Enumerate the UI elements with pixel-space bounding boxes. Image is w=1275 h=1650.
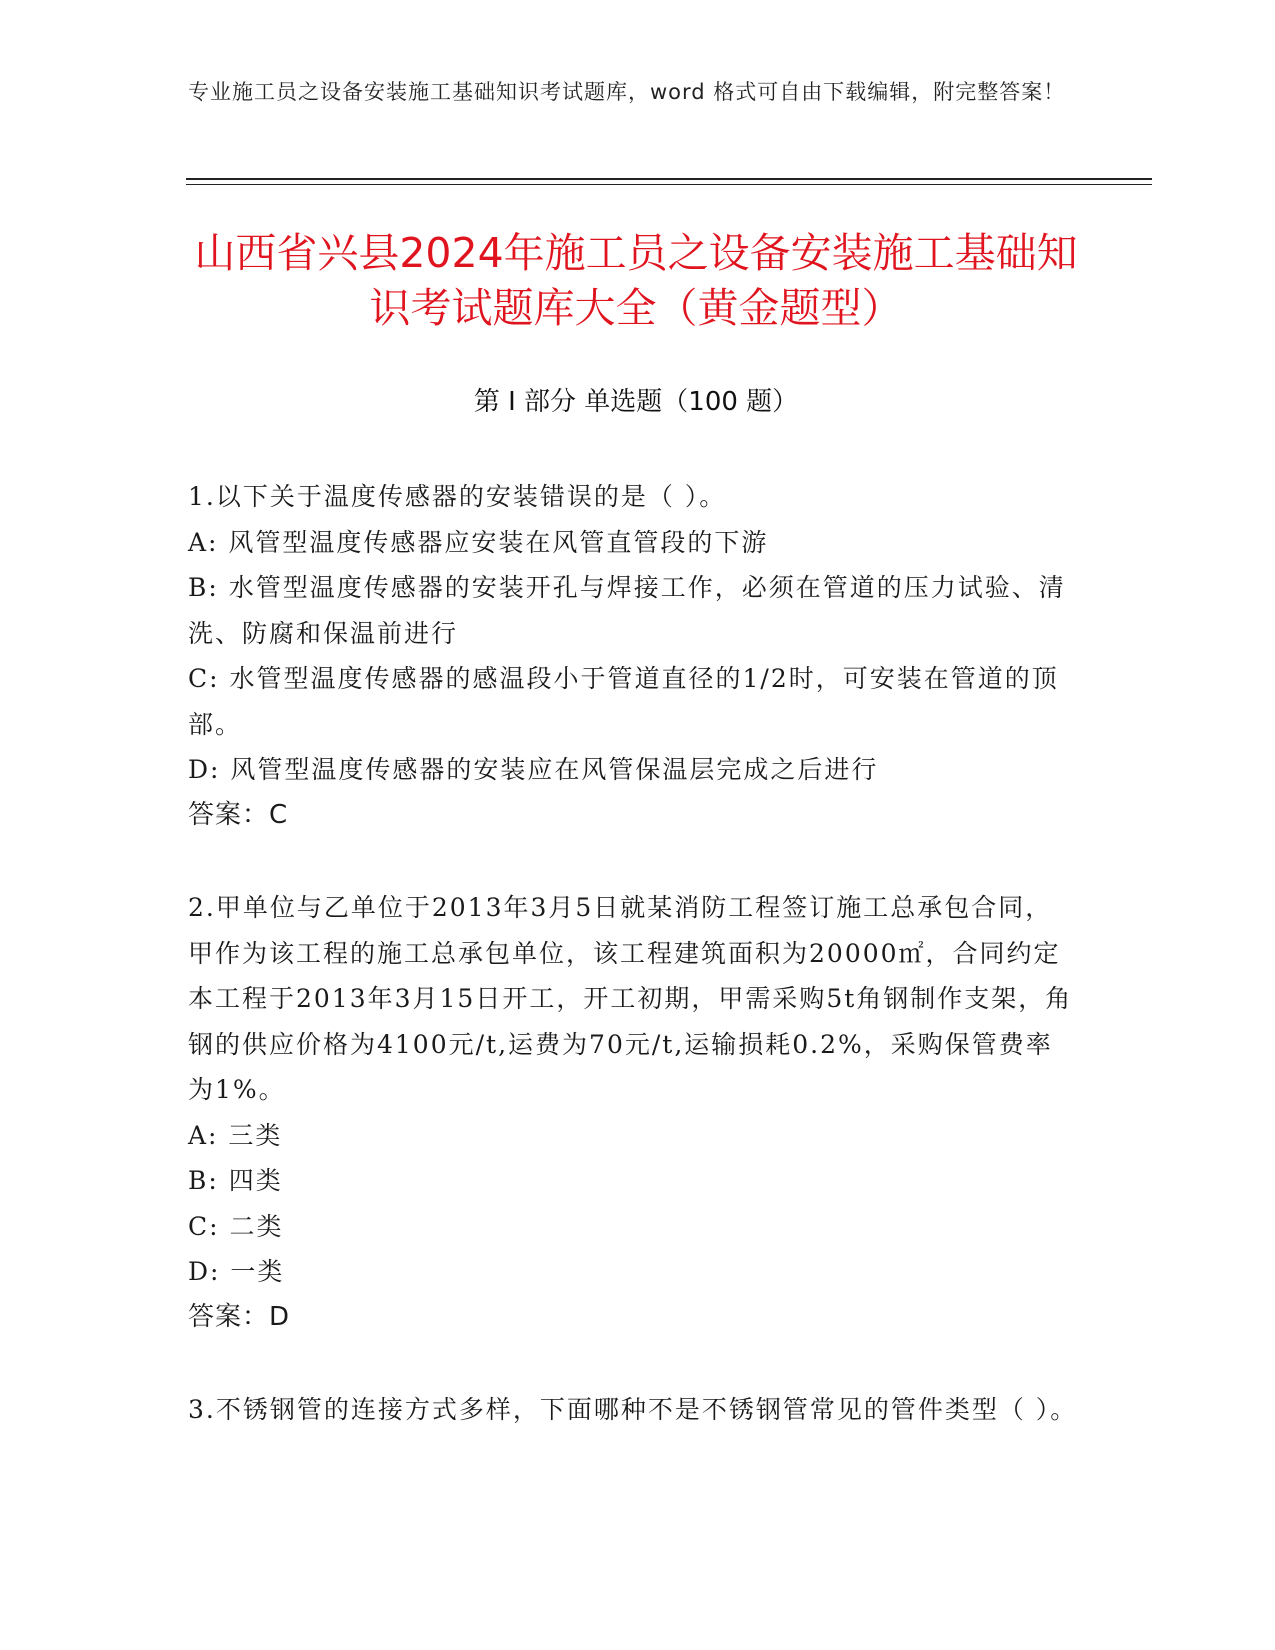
document-title: 山西省兴县2024年施工员之设备安装施工基础知识考试题库大全（黄金题型） <box>194 229 1078 332</box>
option-c: C: 二类 <box>188 1211 284 1241</box>
option-d: D: 风管型温度传感器的安装应在风管保温层完成之后进行 <box>188 755 879 784</box>
option-a: A: 风管型温度传感器应安装在风管直管段的下游 <box>188 527 769 557</box>
header-rule-thick <box>186 178 1152 180</box>
header-rule-thin <box>186 184 1152 185</box>
option-d: D: 一类 <box>188 1257 285 1286</box>
option-b: B: 四类 <box>188 1166 283 1195</box>
option-a: A: 三类 <box>188 1120 283 1150</box>
question-1 <box>188 474 1078 838</box>
option-c: C: 水管型温度传感器的感温段小于管道直径的1/2时，可安装在管道的顶部。 <box>188 664 1059 739</box>
question-2 <box>188 885 1078 1340</box>
question-stem: 1.以下关于温度传感器的安装错误的是（ ）。 <box>188 482 727 511</box>
question-stem: 3.不锈钢管的连接方式多样，下面哪种不是不锈钢管常见的管件类型（ ）。 <box>188 1395 1078 1424</box>
answer: 答案：C <box>188 799 289 830</box>
option-b: B: 水管型温度传感器的安装开孔与焊接工作，必须在管道的压力试验、清洗、防腐和保温前进行 <box>188 573 1066 648</box>
header-note: 专业施工员之设备安装施工基础知识考试题库，word 格式可自由下载编辑，附完整答案！ <box>188 80 1066 104</box>
question-stem: 2.甲单位与乙单位于2013年3月5日就某消防工程签订施工总承包合同，甲作为该工程的施工总承包单位，该工程建筑面积为20000㎡，合同约定本工程于2013年3月15日开工，开工初期，甲需采购5t角钢制作支架，角钢的供应价格为4100元/t,运费为70元/t,运输损耗0.2%，采购保管费率为1%。 <box>188 893 1073 1104</box>
section-title: 第 I 部分 单选题（100 题） <box>473 387 799 417</box>
answer: 答案：D <box>188 1301 291 1332</box>
question-list <box>188 474 1078 1480</box>
question-3 <box>188 1387 1078 1433</box>
